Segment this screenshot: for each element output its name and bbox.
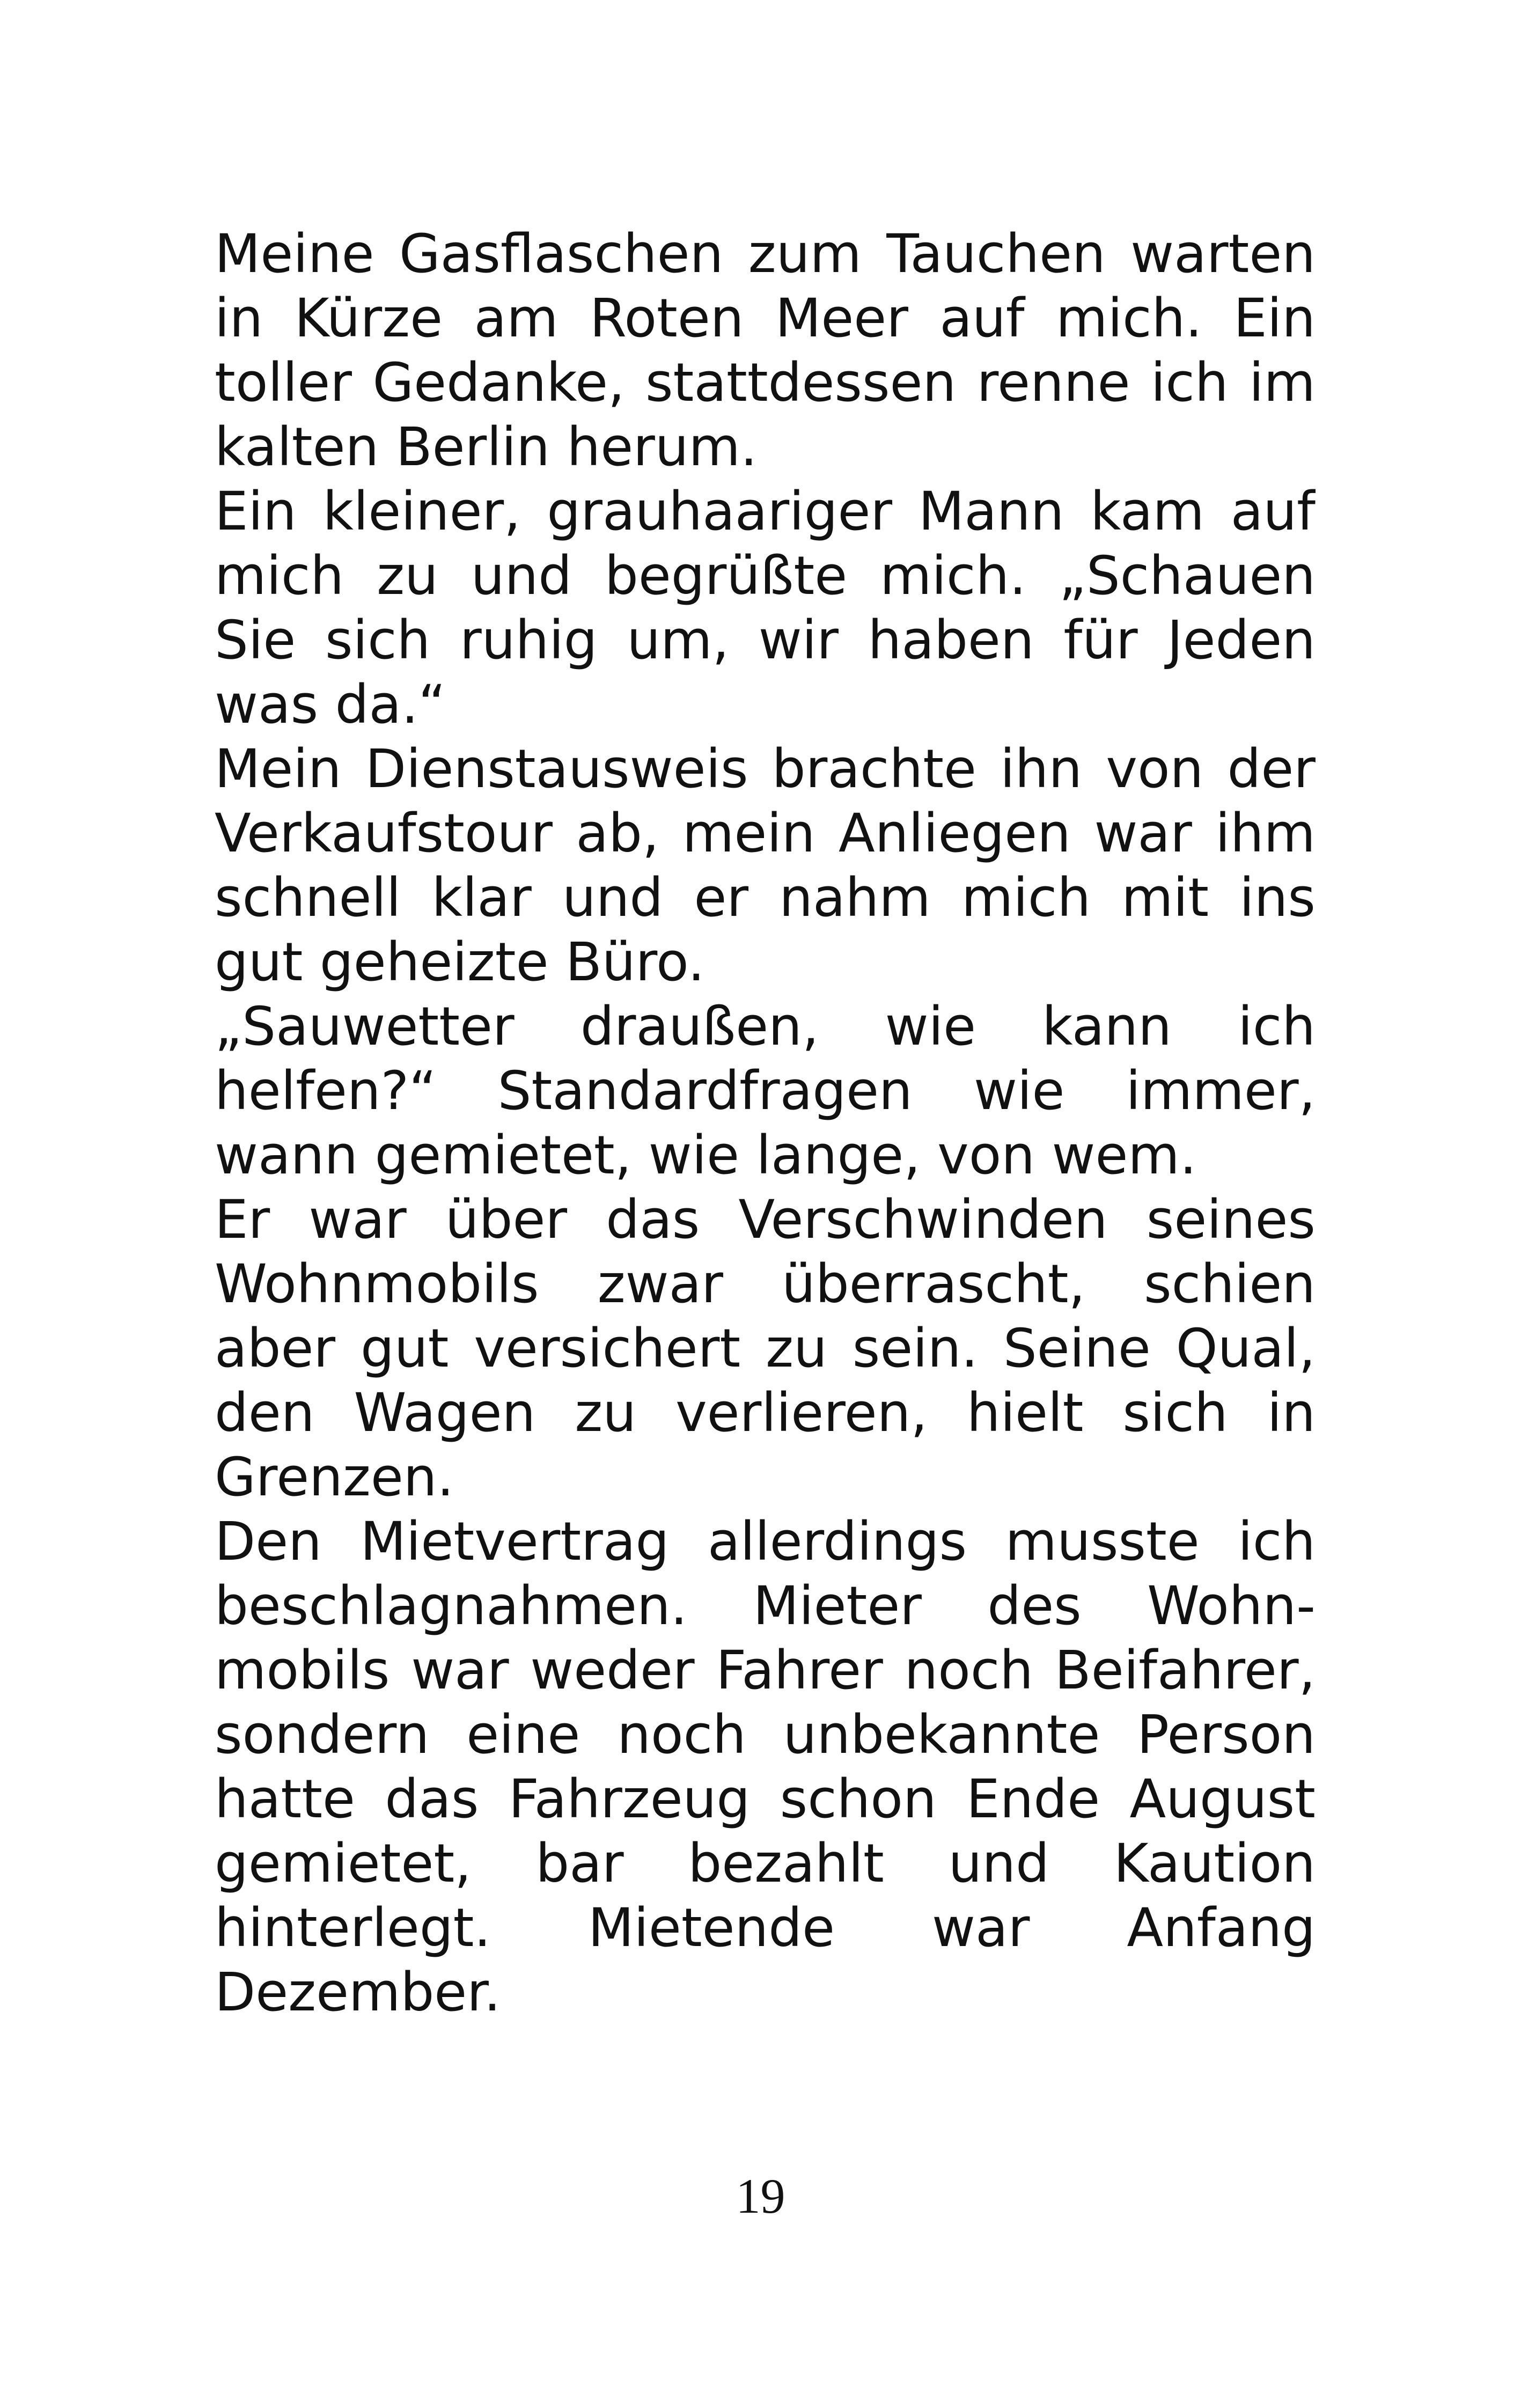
text-line: „Sauwetter draußen, wie kann ich: [215, 996, 1316, 1058]
text-line: toller Gedanke, stattdessen renne ich im: [215, 352, 1316, 414]
text-line: Meine Gasflaschen zum Tauchen warten: [215, 223, 1316, 285]
text-line: Verkaufstour ab, mein Anliegen war ihm: [215, 803, 1316, 864]
text-line: Mein Dienstausweis brachte ihn von der: [215, 738, 1316, 800]
text-line: Ein kleiner, grauhaariger Mann kam auf: [215, 481, 1316, 542]
text-line: gemietet, bar bezahlt und Kaution: [215, 1833, 1316, 1895]
text-line: Wohnmobils zwar überrascht, schien: [215, 1253, 1316, 1315]
body-text: [215, 222, 1316, 2025]
text-line: schnell klar und er nahm mich mit ins: [215, 867, 1316, 929]
text-line: wann gemietet, wie lange, von wem.: [215, 1125, 1197, 1186]
text-line: kalten Berlin herum.: [215, 416, 758, 478]
text-line: beschlagnahmen. Mieter des Wohn-: [215, 1575, 1316, 1637]
text-line: in Kürze am Roten Meer auf mich. Ein: [215, 288, 1316, 349]
text-line: Grenzen.: [215, 1447, 454, 1508]
text-line: was da.“: [215, 674, 446, 736]
text-line: aber gut versichert zu sein. Seine Qual,: [215, 1318, 1316, 1379]
text-line: hatte das Fahrzeug schon Ende August: [215, 1768, 1316, 1830]
page-number: 19: [736, 2169, 785, 2223]
text-line: mobils war weder Fahrer noch Beifahrer,: [215, 1640, 1316, 1701]
text-line: Er war über das Verschwinden seines: [215, 1189, 1316, 1251]
text-line: mich zu und begrüßte mich. „Schauen: [215, 545, 1316, 607]
text-line: gut geheizte Büro.: [215, 931, 705, 993]
text-line: Sie sich ruhig um, wir haben für Jeden: [215, 610, 1316, 671]
text-line: Den Mietvertrag allerdings musste ich: [215, 1511, 1316, 1573]
text-line: hinterlegt. Mietende war Anfang: [215, 1897, 1316, 1959]
text-line: den Wagen zu verlieren, hielt sich in: [215, 1382, 1316, 1444]
text-line: Dezember.: [215, 1962, 501, 2023]
text-line: sondern eine noch unbekannte Person: [215, 1704, 1316, 1766]
text-line: helfen?“ Standardfragen wie immer,: [215, 1060, 1316, 1122]
